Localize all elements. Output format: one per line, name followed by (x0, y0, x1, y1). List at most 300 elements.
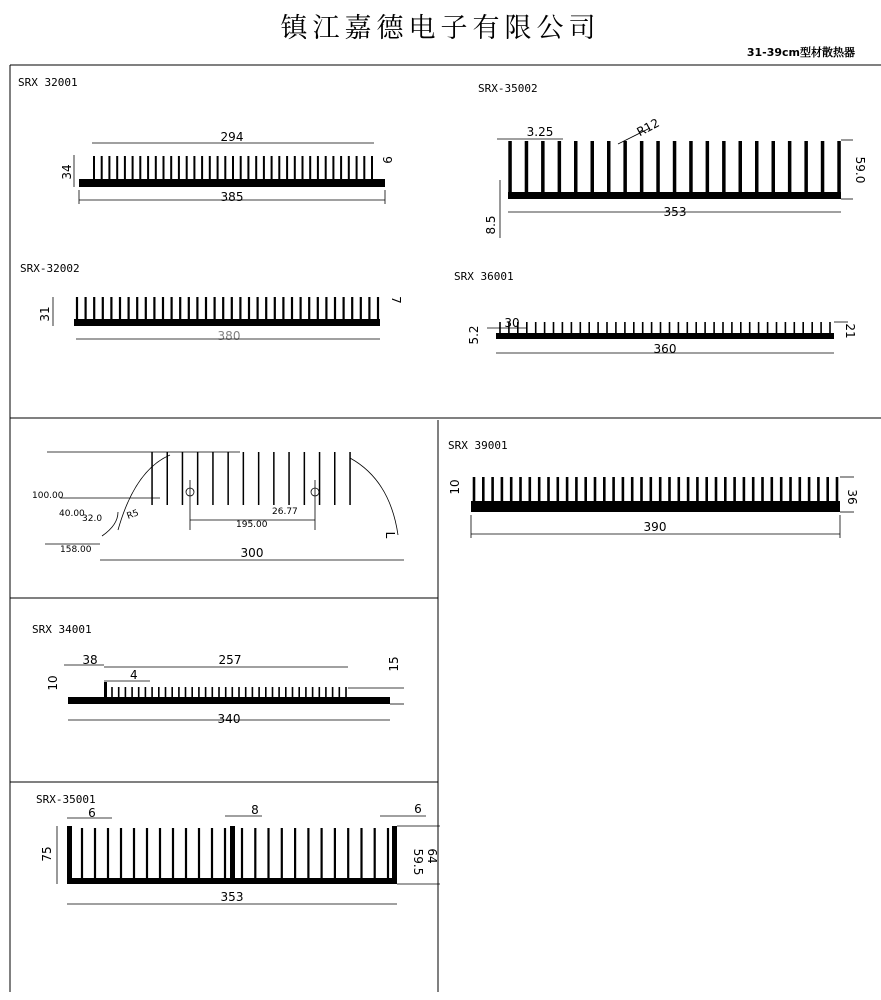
fin (821, 141, 825, 193)
fin (659, 477, 662, 502)
fin (131, 687, 133, 698)
fin (224, 828, 226, 879)
fin (281, 828, 283, 879)
fin (785, 322, 787, 334)
fin (334, 297, 336, 320)
fin (257, 297, 259, 320)
fin (501, 477, 504, 502)
profile-srx-32002 (20, 262, 403, 343)
dim-40: 40.00 (59, 509, 85, 519)
fin-span-dim: 294 (220, 130, 244, 144)
fin (743, 477, 746, 502)
fin (171, 687, 173, 698)
fin (566, 477, 569, 502)
left-wall (67, 826, 72, 884)
fin (94, 828, 96, 879)
fin (340, 156, 342, 180)
fin (145, 687, 147, 698)
fin (633, 322, 635, 334)
fin (205, 297, 207, 320)
height-dim: 34 (60, 164, 74, 180)
fin (243, 452, 245, 505)
right-wall (392, 826, 397, 884)
fin (101, 156, 103, 180)
fin (319, 452, 321, 505)
fin (108, 156, 110, 180)
right-wall-dim: 6 (414, 802, 422, 816)
fin (360, 297, 362, 320)
fin (85, 297, 87, 320)
fin (241, 828, 243, 879)
page-title: 镇江嘉德电子有限公司 (280, 13, 601, 44)
end-fin (104, 682, 107, 697)
fin-offset-dim: 30 (504, 316, 520, 330)
offset-dim: 38 (82, 653, 98, 667)
fin (231, 297, 233, 320)
fin (673, 141, 677, 193)
fin (232, 687, 234, 698)
profile-label: SRX-35002 (478, 82, 538, 95)
fin (371, 156, 373, 180)
profile-srx-35001 (36, 793, 440, 904)
fin (584, 477, 587, 502)
fin (529, 477, 532, 502)
fin (705, 477, 708, 502)
fin (145, 297, 147, 320)
fin (217, 156, 219, 180)
fin (278, 156, 280, 180)
center-wall-dim: 8 (251, 803, 259, 817)
width-dim: 300 (240, 546, 264, 560)
dim-195: 195.00 (236, 520, 268, 530)
fin (817, 477, 820, 502)
fin (668, 477, 671, 502)
profile-label: SRX-35001 (36, 793, 96, 806)
fin (571, 322, 573, 334)
fin (139, 156, 141, 180)
fin (651, 322, 653, 334)
center-wall (230, 826, 235, 878)
inner-height-dim: 59.5 (411, 848, 425, 876)
fin (278, 687, 280, 698)
fin (508, 141, 512, 193)
fin (305, 687, 307, 698)
fin (225, 687, 227, 698)
fin (387, 828, 389, 879)
fin (188, 297, 190, 320)
fin (640, 141, 644, 193)
fin (282, 297, 284, 320)
fin (201, 156, 203, 180)
fin (153, 297, 155, 320)
fin (808, 477, 811, 502)
dim-radius: R5 (125, 508, 141, 522)
fin (325, 687, 327, 698)
fin (198, 687, 200, 698)
fin (739, 141, 743, 193)
edge-dim: 9 (380, 156, 394, 164)
fin (642, 322, 644, 334)
fin (623, 141, 627, 193)
fin (660, 322, 662, 334)
fin (191, 687, 193, 698)
fin (547, 477, 550, 502)
fin (76, 297, 78, 320)
heatsink-fins (508, 141, 841, 193)
fin (263, 156, 265, 180)
fin (678, 322, 680, 334)
fin (591, 141, 595, 193)
fin (291, 297, 293, 320)
fin (607, 141, 611, 193)
fin (820, 322, 822, 334)
fin (116, 156, 118, 180)
fin (309, 156, 311, 180)
base-dim: 8.5 (484, 215, 498, 235)
page-subtitle: 31-39cm型材散热器 (746, 46, 855, 59)
fin (274, 297, 276, 320)
width-dim: 353 (220, 890, 244, 904)
profile-label: SRX 39001 (448, 439, 508, 452)
fin (491, 477, 494, 502)
height-left-dim: 10 (46, 675, 60, 691)
fin (110, 297, 112, 320)
fin (119, 297, 121, 320)
profile-half-round (32, 452, 404, 560)
fin (317, 156, 319, 180)
fin (267, 828, 269, 879)
fin (245, 687, 247, 698)
fin (211, 828, 213, 879)
fin (510, 477, 513, 502)
fin (93, 156, 95, 180)
heatsink-base (508, 192, 841, 199)
fin (687, 477, 690, 502)
fin (650, 477, 653, 502)
height-dim: 31 (38, 306, 52, 322)
edge-dim: 7 (389, 296, 403, 304)
fin (343, 297, 345, 320)
fin (325, 156, 327, 180)
base-dim: 5.2 (467, 325, 481, 345)
heatsink-base (68, 697, 390, 704)
fin (332, 687, 334, 698)
fin (214, 297, 216, 320)
fin (772, 141, 776, 193)
fin (349, 452, 351, 505)
width-dim: 380 (217, 329, 241, 343)
grid-frame (10, 65, 881, 992)
fin (339, 687, 341, 698)
fin (197, 452, 199, 505)
fin (837, 141, 841, 193)
profile-label: SRX 34001 (32, 623, 92, 636)
fin (292, 687, 294, 698)
fin (159, 828, 161, 879)
fin (111, 687, 113, 698)
profile-srx-32001 (18, 76, 394, 204)
heatsink-fins (499, 322, 831, 334)
fin (345, 687, 347, 698)
fin (265, 687, 267, 698)
fin (212, 687, 214, 698)
profile-srx-39001 (448, 439, 859, 538)
profile-label: SRX 36001 (454, 270, 514, 283)
fin (724, 477, 727, 502)
fin (232, 156, 234, 180)
fin (368, 297, 370, 320)
fin (678, 477, 681, 502)
fin (826, 477, 829, 502)
height-dim: 36 (845, 489, 859, 505)
fin (334, 452, 336, 505)
fin (519, 477, 522, 502)
fin (224, 156, 226, 180)
fin (258, 452, 260, 505)
fin (252, 687, 254, 698)
fin (612, 477, 615, 502)
fin (558, 141, 562, 193)
fin (304, 452, 306, 505)
fin (238, 687, 240, 698)
fin (102, 297, 104, 320)
fin (133, 828, 135, 879)
fin (151, 452, 153, 505)
fin (321, 828, 323, 879)
dim-26: 26.77 (272, 507, 298, 517)
fin (205, 687, 207, 698)
fin (687, 322, 689, 334)
fin (302, 156, 304, 180)
width-dim: 390 (643, 520, 667, 534)
fin (557, 477, 560, 502)
fin (258, 687, 260, 698)
width-dim: 385 (220, 190, 244, 204)
fin (722, 322, 724, 334)
fin (185, 828, 187, 879)
fin (182, 452, 184, 505)
fin (294, 828, 296, 879)
fin (473, 477, 476, 502)
fin (780, 477, 783, 502)
heatsink-fins (473, 477, 839, 502)
fin (696, 477, 699, 502)
fin (606, 322, 608, 334)
heatsink-fins (93, 156, 373, 180)
height-dim: 59.0 (853, 156, 867, 184)
fin (162, 297, 164, 320)
fin (247, 156, 249, 180)
fin (209, 156, 211, 180)
fin (656, 141, 660, 193)
outer-height-dim: 64 (425, 848, 439, 864)
fin (377, 297, 379, 320)
fin (146, 828, 148, 879)
fin (541, 141, 545, 193)
fin (255, 156, 257, 180)
fin (594, 477, 597, 502)
fin (695, 322, 697, 334)
fin (574, 141, 578, 193)
height-right-dim: 15 (387, 656, 401, 672)
fin (538, 477, 541, 502)
fin (319, 687, 321, 698)
fin (118, 687, 120, 698)
fin (755, 141, 759, 193)
width-dim: 340 (217, 712, 241, 726)
fin (272, 687, 274, 698)
fin (81, 828, 83, 879)
fin (706, 141, 710, 193)
fin (163, 156, 165, 180)
profile-label: SRX-32002 (20, 262, 80, 275)
fin (603, 477, 606, 502)
profile-srx-34001 (32, 623, 404, 726)
radius-dim: R12 (634, 115, 662, 140)
fin (325, 297, 327, 320)
fin (212, 452, 214, 505)
width-dim: 353 (663, 205, 687, 219)
heatsink-fins (151, 452, 350, 505)
fin (334, 828, 336, 879)
fin (178, 687, 180, 698)
dim-158: 158.00 (60, 545, 92, 555)
fin (553, 322, 555, 334)
fin (186, 156, 188, 180)
fin (167, 452, 169, 505)
fin (360, 828, 362, 879)
dim-100: 100.00 (32, 491, 64, 501)
fin (733, 477, 736, 502)
fin (273, 452, 275, 505)
fin (132, 156, 134, 180)
fin (294, 156, 296, 180)
fin (138, 687, 140, 698)
fin (802, 322, 804, 334)
fin (597, 322, 599, 334)
profile-srx-35002 (478, 82, 867, 238)
heatsink-fins (76, 297, 379, 320)
fin (588, 322, 590, 334)
fin (811, 322, 813, 334)
fin (622, 477, 625, 502)
fin (482, 477, 485, 502)
profile-srx-36001 (454, 270, 857, 356)
fin (136, 297, 138, 320)
fin (265, 297, 267, 320)
fin-pitch-dim: 4 (130, 668, 138, 682)
fin (179, 297, 181, 320)
fin (356, 156, 358, 180)
fin (351, 297, 353, 320)
fin (799, 477, 802, 502)
left-wall-dim: 6 (88, 806, 96, 820)
base-dim: 10 (448, 479, 462, 495)
fin (125, 687, 127, 698)
fin (285, 687, 287, 698)
fin (752, 477, 755, 502)
fin (761, 477, 764, 502)
fin (829, 322, 831, 334)
fin (124, 156, 126, 180)
end-mark: L (383, 531, 397, 539)
fin (624, 322, 626, 334)
pitch-dim: 3.25 (526, 125, 554, 139)
fin (631, 477, 634, 502)
fin (128, 297, 130, 320)
width-dim: 360 (653, 342, 677, 356)
fin (347, 828, 349, 879)
fin (308, 297, 310, 320)
fin (171, 297, 173, 320)
fin (704, 322, 706, 334)
fin (93, 297, 95, 320)
fin (575, 477, 578, 502)
fin (789, 477, 792, 502)
fin (298, 687, 300, 698)
fin (722, 141, 726, 193)
fin (198, 828, 200, 879)
fin-span-dim: 257 (218, 653, 242, 667)
fin (222, 297, 224, 320)
fin (758, 322, 760, 334)
fin (147, 156, 149, 180)
fin (239, 297, 241, 320)
fin (286, 156, 288, 180)
dim-32: 32.0 (82, 514, 103, 524)
fin (288, 452, 290, 505)
heatsink-fins (111, 687, 347, 698)
fin (804, 141, 808, 193)
fin (731, 322, 733, 334)
fin (271, 156, 273, 180)
fin (248, 297, 250, 320)
fin (120, 828, 122, 879)
fin (332, 156, 334, 180)
heatsink-base (79, 179, 385, 187)
fin (240, 156, 242, 180)
fin (178, 156, 180, 180)
fin (788, 141, 792, 193)
fin (196, 297, 198, 320)
fin (374, 828, 376, 879)
heatsink-base (74, 319, 380, 326)
fin (836, 477, 839, 502)
fin (300, 297, 302, 320)
fin (580, 322, 582, 334)
fin (715, 477, 718, 502)
fin (170, 156, 172, 180)
fin (307, 828, 309, 879)
fin (749, 322, 751, 334)
fin (640, 477, 643, 502)
fin (151, 687, 153, 698)
height-dim: 21 (843, 323, 857, 339)
fin (771, 477, 774, 502)
fin (312, 687, 314, 698)
fin (689, 141, 693, 193)
fin (348, 156, 350, 180)
fin (615, 322, 617, 334)
fin (185, 687, 187, 698)
fin (740, 322, 742, 334)
fin (794, 322, 796, 334)
fin (544, 322, 546, 334)
fin (562, 322, 564, 334)
fin (254, 828, 256, 879)
fin (535, 322, 537, 334)
fin (776, 322, 778, 334)
